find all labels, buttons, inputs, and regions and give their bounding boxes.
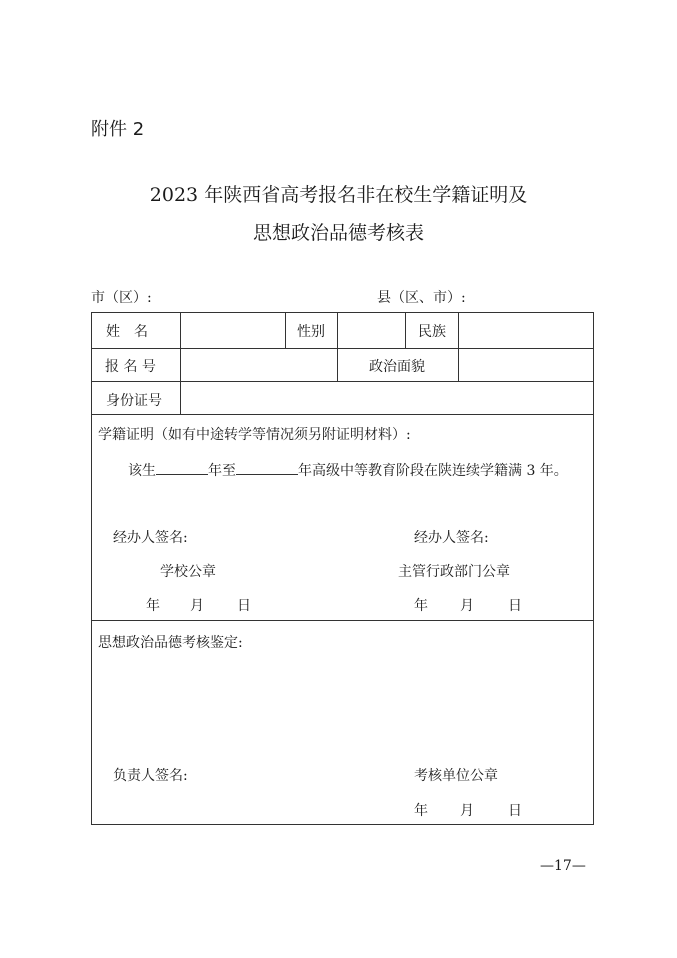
registration-number-cell[interactable] (182, 349, 336, 380)
col-divider (458, 312, 459, 381)
assessment-heading: 思想政治品德考核鉴定: (98, 635, 243, 651)
right-handler-signature: 经办人签名: (414, 530, 489, 546)
city-label: 市（区）: (91, 290, 152, 306)
page-number: —17— (540, 858, 586, 874)
end-year-blank[interactable] (236, 460, 298, 475)
col-divider (337, 312, 338, 381)
gender-value-cell[interactable] (339, 313, 404, 347)
political-status-label: 政治面貌 (369, 359, 425, 375)
left-handler-signature: 经办人签名: (113, 530, 188, 546)
name-value-cell[interactable] (182, 313, 284, 347)
col-divider (180, 312, 181, 414)
row-divider (91, 620, 594, 621)
statement-mid: 年至 (208, 463, 236, 479)
row-divider (91, 414, 594, 415)
statement-suffix: 年高级中等教育阶段在陕连续学籍满 3 年。 (298, 463, 568, 479)
ethnicity-label: 民族 (418, 324, 446, 340)
registration-number-label: 报 名 号 (105, 359, 156, 375)
enrollment-statement (128, 460, 568, 480)
right-date-year: 年 (414, 598, 428, 614)
school-seal-label: 学校公章 (160, 564, 216, 580)
title-line-1: 2023 年陕西省高考报名非在校生学籍证明及 (149, 184, 528, 206)
ethnicity-value-cell[interactable] (460, 313, 592, 347)
left-date-month: 月 (190, 598, 204, 614)
right-date-month: 月 (460, 598, 474, 614)
county-label: 县（区、市）: (377, 290, 466, 306)
political-status-cell[interactable] (460, 349, 592, 380)
left-date-year: 年 (146, 598, 160, 614)
attachment-label: 附件 2 (91, 119, 145, 140)
right-date-day: 日 (508, 598, 522, 614)
enrollment-heading: 学籍证明（如有中途转学等情况须另附证明材料）: (98, 427, 411, 443)
left-date-day: 日 (237, 598, 251, 614)
department-seal-label: 主管行政部门公章 (398, 564, 510, 580)
col-divider (405, 312, 406, 348)
col-divider (285, 312, 286, 348)
assessment-unit-seal: 考核单位公章 (414, 768, 498, 784)
id-number-cell[interactable] (182, 382, 592, 413)
id-number-label: 身份证号 (106, 393, 162, 409)
assessment-date-month: 月 (460, 803, 474, 819)
title-line-2: 思想政治品德考核表 (252, 222, 424, 244)
name-label: 姓 名 (106, 324, 148, 340)
assessment-date-day: 日 (508, 803, 522, 819)
assessment-content-area[interactable] (93, 655, 592, 760)
start-year-blank[interactable] (156, 460, 208, 475)
gender-label: 性别 (297, 324, 325, 340)
statement-prefix: 该生 (128, 463, 156, 479)
responsible-person-signature: 负责人签名: (113, 768, 188, 784)
assessment-date-year: 年 (414, 803, 428, 819)
